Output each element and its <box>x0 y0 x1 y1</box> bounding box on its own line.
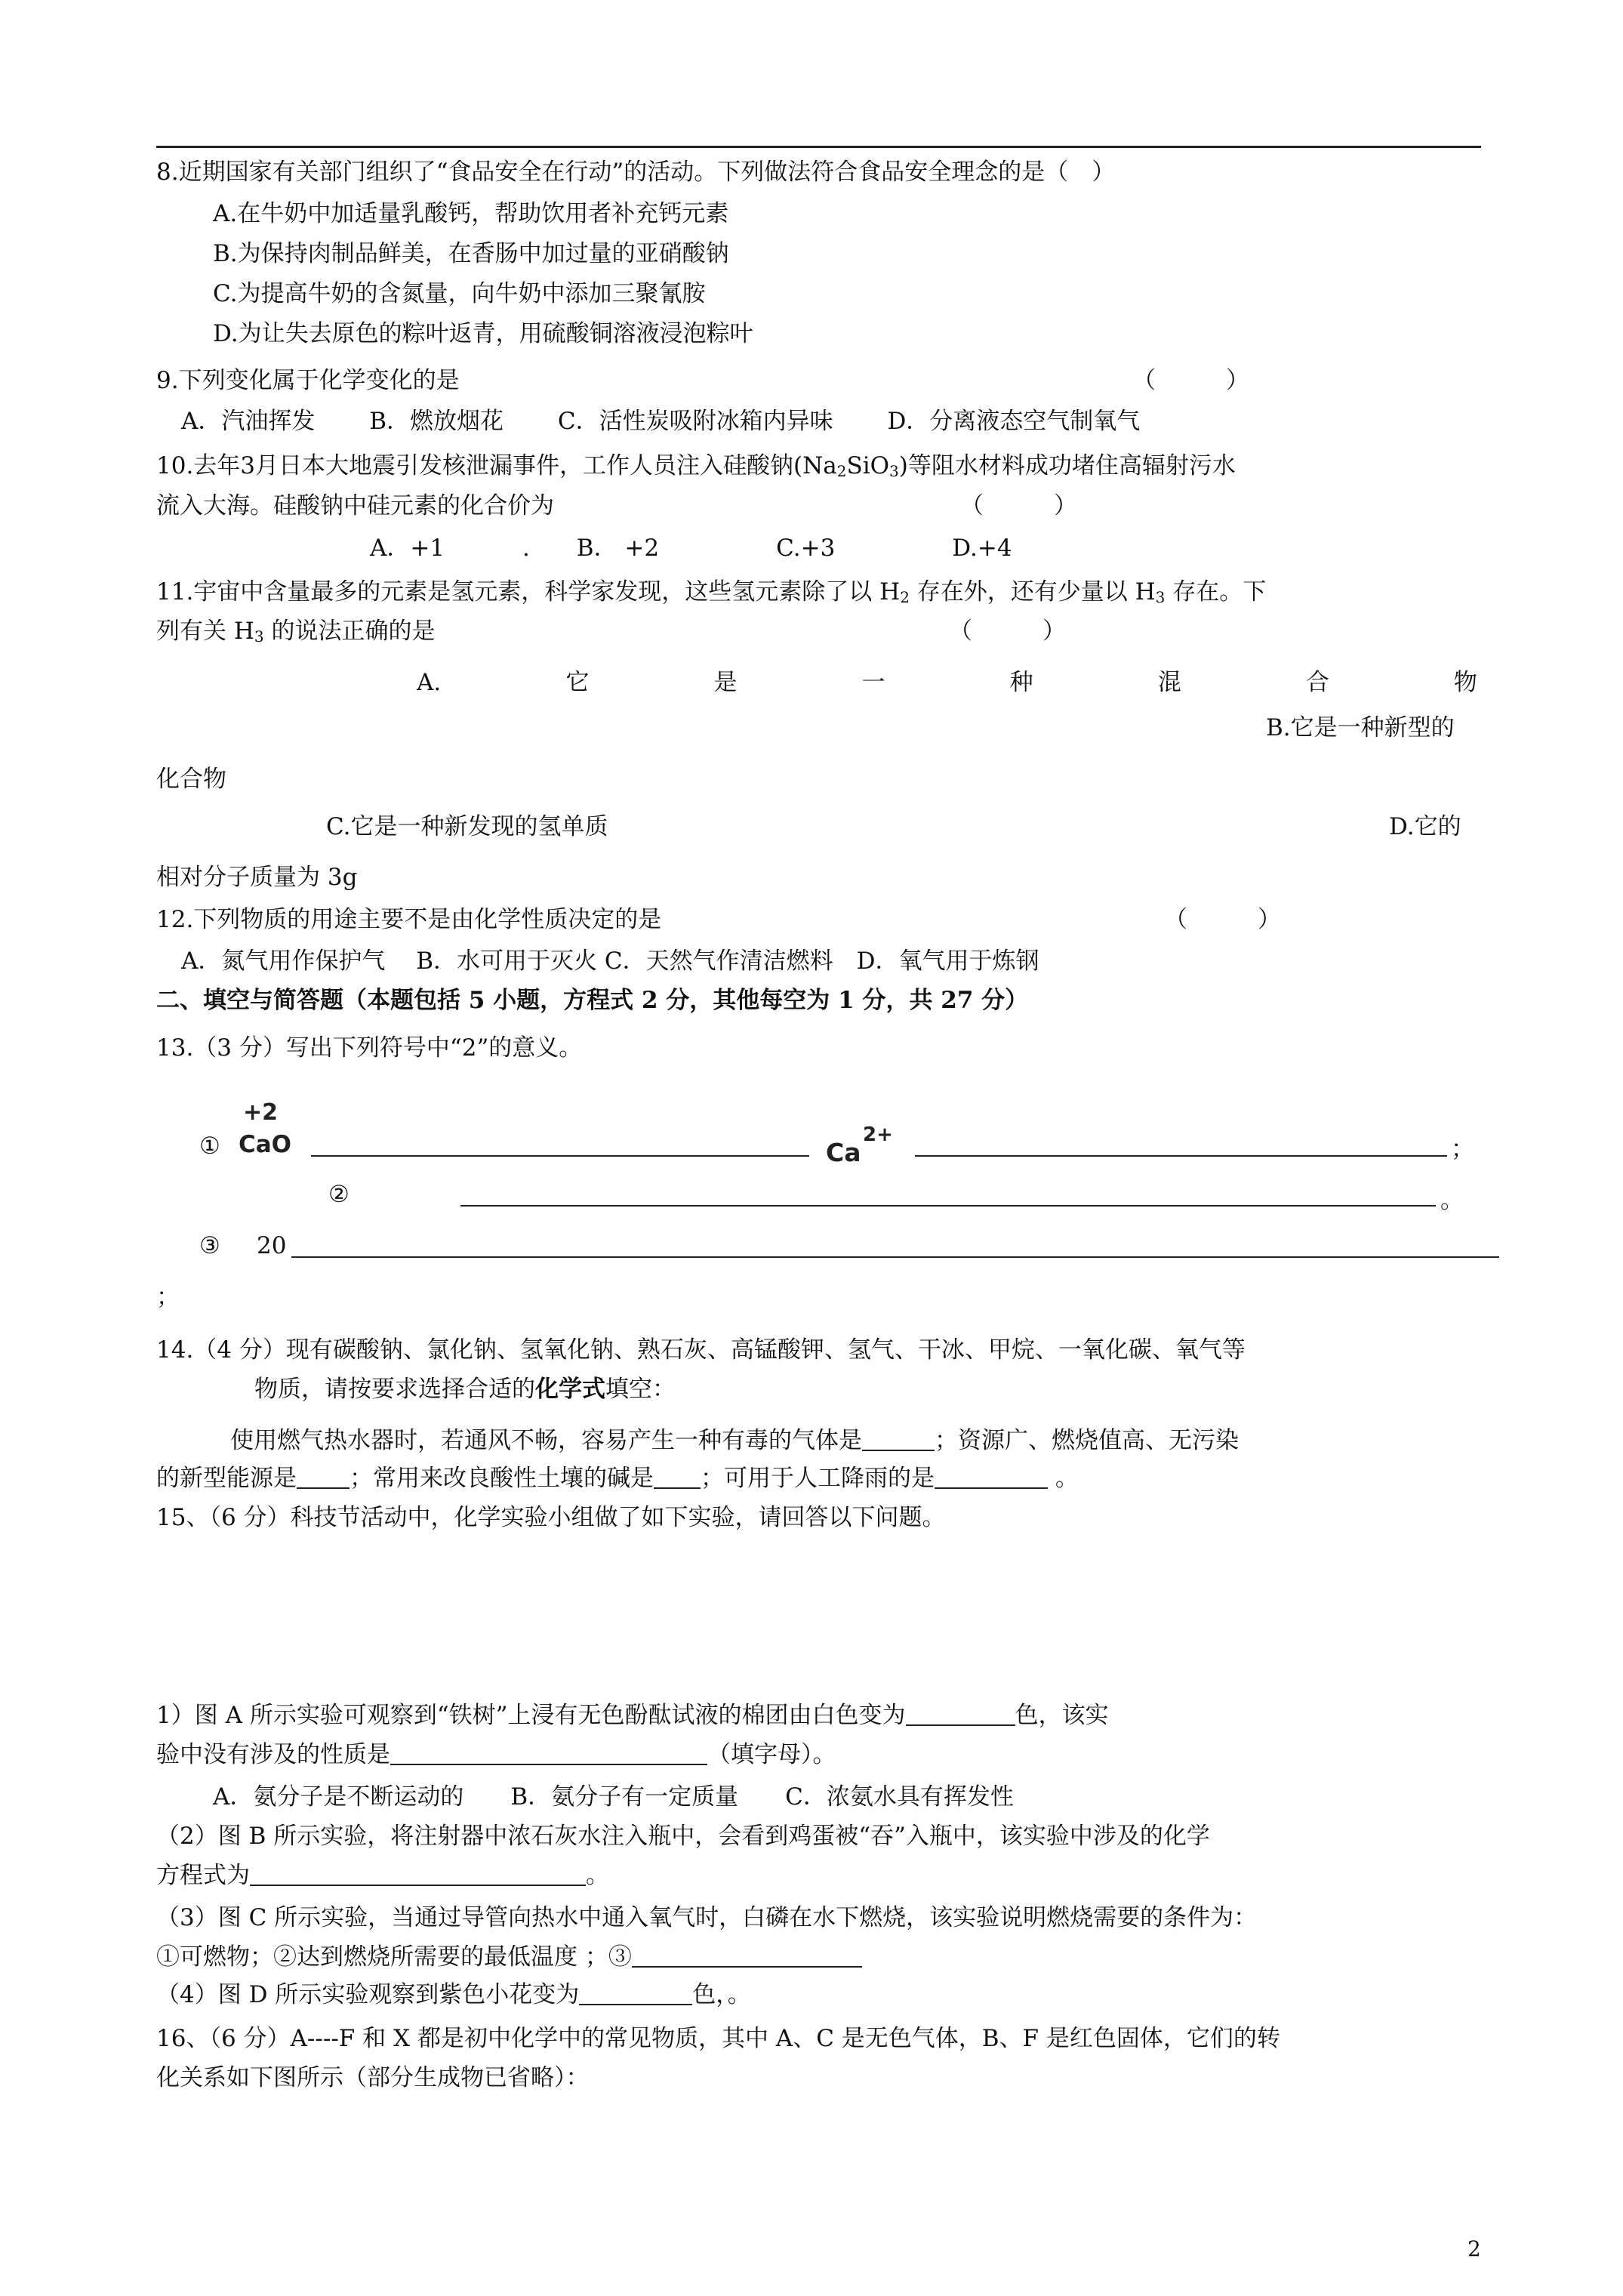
q13-number-20: 20 <box>257 1232 287 1259</box>
q15-part1-line1: 1）图 A 所示实验可观察到“铁树”上浸有无色酚酞试液的棉团由白色变为 色，该实 <box>156 1702 1109 1729</box>
q9-stem: 9.下列变化属于化学变化的是 <box>156 367 460 394</box>
q8-option-b: B.为保持肉制品鲜美，在香肠中加过量的亚硝酸钠 <box>213 240 729 267</box>
q15-blank-equation[interactable] <box>250 1862 586 1886</box>
q11-option-b-part2: 化合物 <box>156 766 226 793</box>
q14-blank-toxic-gas[interactable] <box>862 1427 935 1451</box>
q15-part1-options: A．氨分子是不断运动的 B．氨分子有一定质量 C．浓氨水具有挥发性 <box>213 1783 1014 1811</box>
q13-marker-3: ③ <box>199 1232 220 1259</box>
q14-blank-base[interactable] <box>654 1465 701 1489</box>
q13-ion-charge: 2+ <box>863 1123 893 1146</box>
q15-part3-line2: ①可燃物；②达到燃烧所需要的最低温度 ；③ <box>156 1942 862 1972</box>
q15-part3-line1: （3）图 C 所示实验，当通过导管向热水中通入氧气时，白磷在水下燃烧，该实验说明燃烧需要的条件为： <box>156 1904 1258 1931</box>
q13-blank-3[interactable] <box>460 1205 1436 1207</box>
q8-option-a: A.在牛奶中加适量乳酸钙，帮助饮用者补充钙元素 <box>213 200 729 227</box>
q14-body-line1: 使用燃气热水器时，若通风不畅，容易产生一种有毒的气体是 ；资源广、燃烧值高、无污染 <box>230 1427 1239 1454</box>
q13-valence-charge: +2 <box>243 1099 279 1126</box>
q12-answer-paren: （ ） <box>1164 906 1281 933</box>
header-rule <box>156 146 1481 148</box>
q13-semicolon-2: ； <box>156 1284 180 1311</box>
q8-option-d: D.为让失去原色的粽叶返青，用硫酸铜溶液浸泡粽叶 <box>213 320 753 347</box>
q11-answer-paren: （ ） <box>949 618 1066 645</box>
q11-stem-line2: 列有关 $H_3$ 的说法正确的是 <box>156 618 436 646</box>
q13-stem: 13.（3 分）写出下列符号中“2”的意义。 <box>156 1034 583 1062</box>
q13-semicolon-1: ； <box>1451 1136 1474 1163</box>
q15-blank-color-change[interactable] <box>906 1702 1015 1726</box>
q14-blank-new-energy[interactable] <box>297 1465 350 1489</box>
q13-blank-4[interactable] <box>291 1256 1499 1258</box>
q15-part2-line2: 方程式为 。 <box>156 1862 609 1889</box>
page-number: 2 <box>1467 2236 1481 2261</box>
q11-stem-line1: 11.宇宙中含量最多的元素是氢元素，科学家发现，这些氢元素除了以 $H_2$ 存在外，还有少量以 $H_3$ 存在。下 <box>156 578 1267 606</box>
q12-options: A．氮气用作保护气 B．水可用于灭火 C．天然气作清洁燃料 D．氧气用于炼钢 <box>181 948 1039 975</box>
section-2-heading: 二、填空与简答题（本题包括 5 小题，方程式 2 分，其他每空为 1 分，共 27 分） <box>156 987 1029 1014</box>
q10-answer-paren: （ ） <box>960 492 1077 519</box>
q14-stem-line2: 物质，请按要求选择合适的化学式填空： <box>254 1376 676 1403</box>
q15-part1-line2: 验中没有涉及的性质是 （填字母）。 <box>156 1741 836 1768</box>
q16-line2: 化关系如下图所示（部分生成物已省略）： <box>156 2064 590 2091</box>
q10-stem-line1: 10.去年3月日本大地震引发核泄漏事件，工作人员注入硅酸钠$(Na_2SiO_3)$等阻水材料成功堵住高辐射污水 <box>156 452 1236 480</box>
q13-calcium-ion: Ca <box>826 1138 861 1167</box>
q13-cao-formula: CaO <box>239 1131 292 1158</box>
q15-blank-flower-color[interactable] <box>579 1981 692 2005</box>
q10-options: A．+1 . B． +2 C.+3 D.+4 <box>370 535 1012 562</box>
q13-marker-1: ① <box>199 1133 220 1160</box>
q16-line1: 16、（6 分）A----F 和 X 都是初中化学中的常见物质，其中 A、C 是无色气体，B、F 是红色固体，它们的转 <box>156 2025 1280 2052</box>
q13-period: 。 <box>1440 1187 1464 1214</box>
q8-option-c: C.为提高牛奶的含氮量，向牛奶中添加三聚氰胺 <box>213 280 706 307</box>
q13-marker-2: ② <box>328 1181 350 1208</box>
q13-blank-1[interactable] <box>311 1155 809 1157</box>
q11-option-d-part2: 相对分子质量为 3g <box>156 864 358 891</box>
q15-blank-condition[interactable] <box>632 1943 862 1968</box>
q11-option-b-part1: B.它是一种新型的 <box>1266 714 1455 741</box>
q8-stem: 8.近期国家有关部门组织了“食品安全在行动”的活动。下列做法符合食品安全理念的是（ ） <box>156 159 1116 186</box>
q15-part4: （4）图 D 所示实验观察到紫色小花变为 色，。 <box>156 1981 751 2008</box>
q15-stem: 15、（6 分）科技节活动中，化学实验小组做了如下实验，请回答以下问题。 <box>156 1504 946 1531</box>
q15-blank-property[interactable] <box>390 1741 707 1765</box>
q9-answer-paren: （ ） <box>1132 367 1249 394</box>
q11-option-c: C.它是一种新发现的氢单质 <box>326 813 608 840</box>
q14-body-line2: 的新型能源是 ；常用来改良酸性土壤的碱是 ；可用于人工降雨的是 。 <box>156 1465 1079 1492</box>
q11-option-a: A. 它 是 一 种 混 合 物 <box>417 669 1477 696</box>
q11-option-d-part1: D.它的 <box>1389 813 1461 840</box>
q15-part2-line1: （2）图 B 所示实验，将注射器中浓石灰水注入瓶中，会看到鸡蛋被“吞”入瓶中，该实验中涉及的化学 <box>156 1823 1210 1850</box>
q12-stem: 12.下列物质的用途主要不是由化学性质决定的是 <box>156 906 662 933</box>
q10-stem-line2: 流入大海。硅酸钠中硅元素的化合价为 <box>156 492 554 519</box>
q14-stem-line1: 14.（4 分）现有碳酸钠、氯化钠、氢氧化钠、熟石灰、高锰酸钾、氢气、干冰、甲烷、一氧化碳、氧气等 <box>156 1336 1246 1364</box>
q9-options: A．汽油挥发 B．燃放烟花 C．活性炭吸附冰箱内异味 D．分离液态空气制氧气 <box>181 408 1141 435</box>
q14-blank-rainmaking[interactable] <box>935 1465 1048 1489</box>
q13-blank-2[interactable] <box>915 1155 1447 1157</box>
